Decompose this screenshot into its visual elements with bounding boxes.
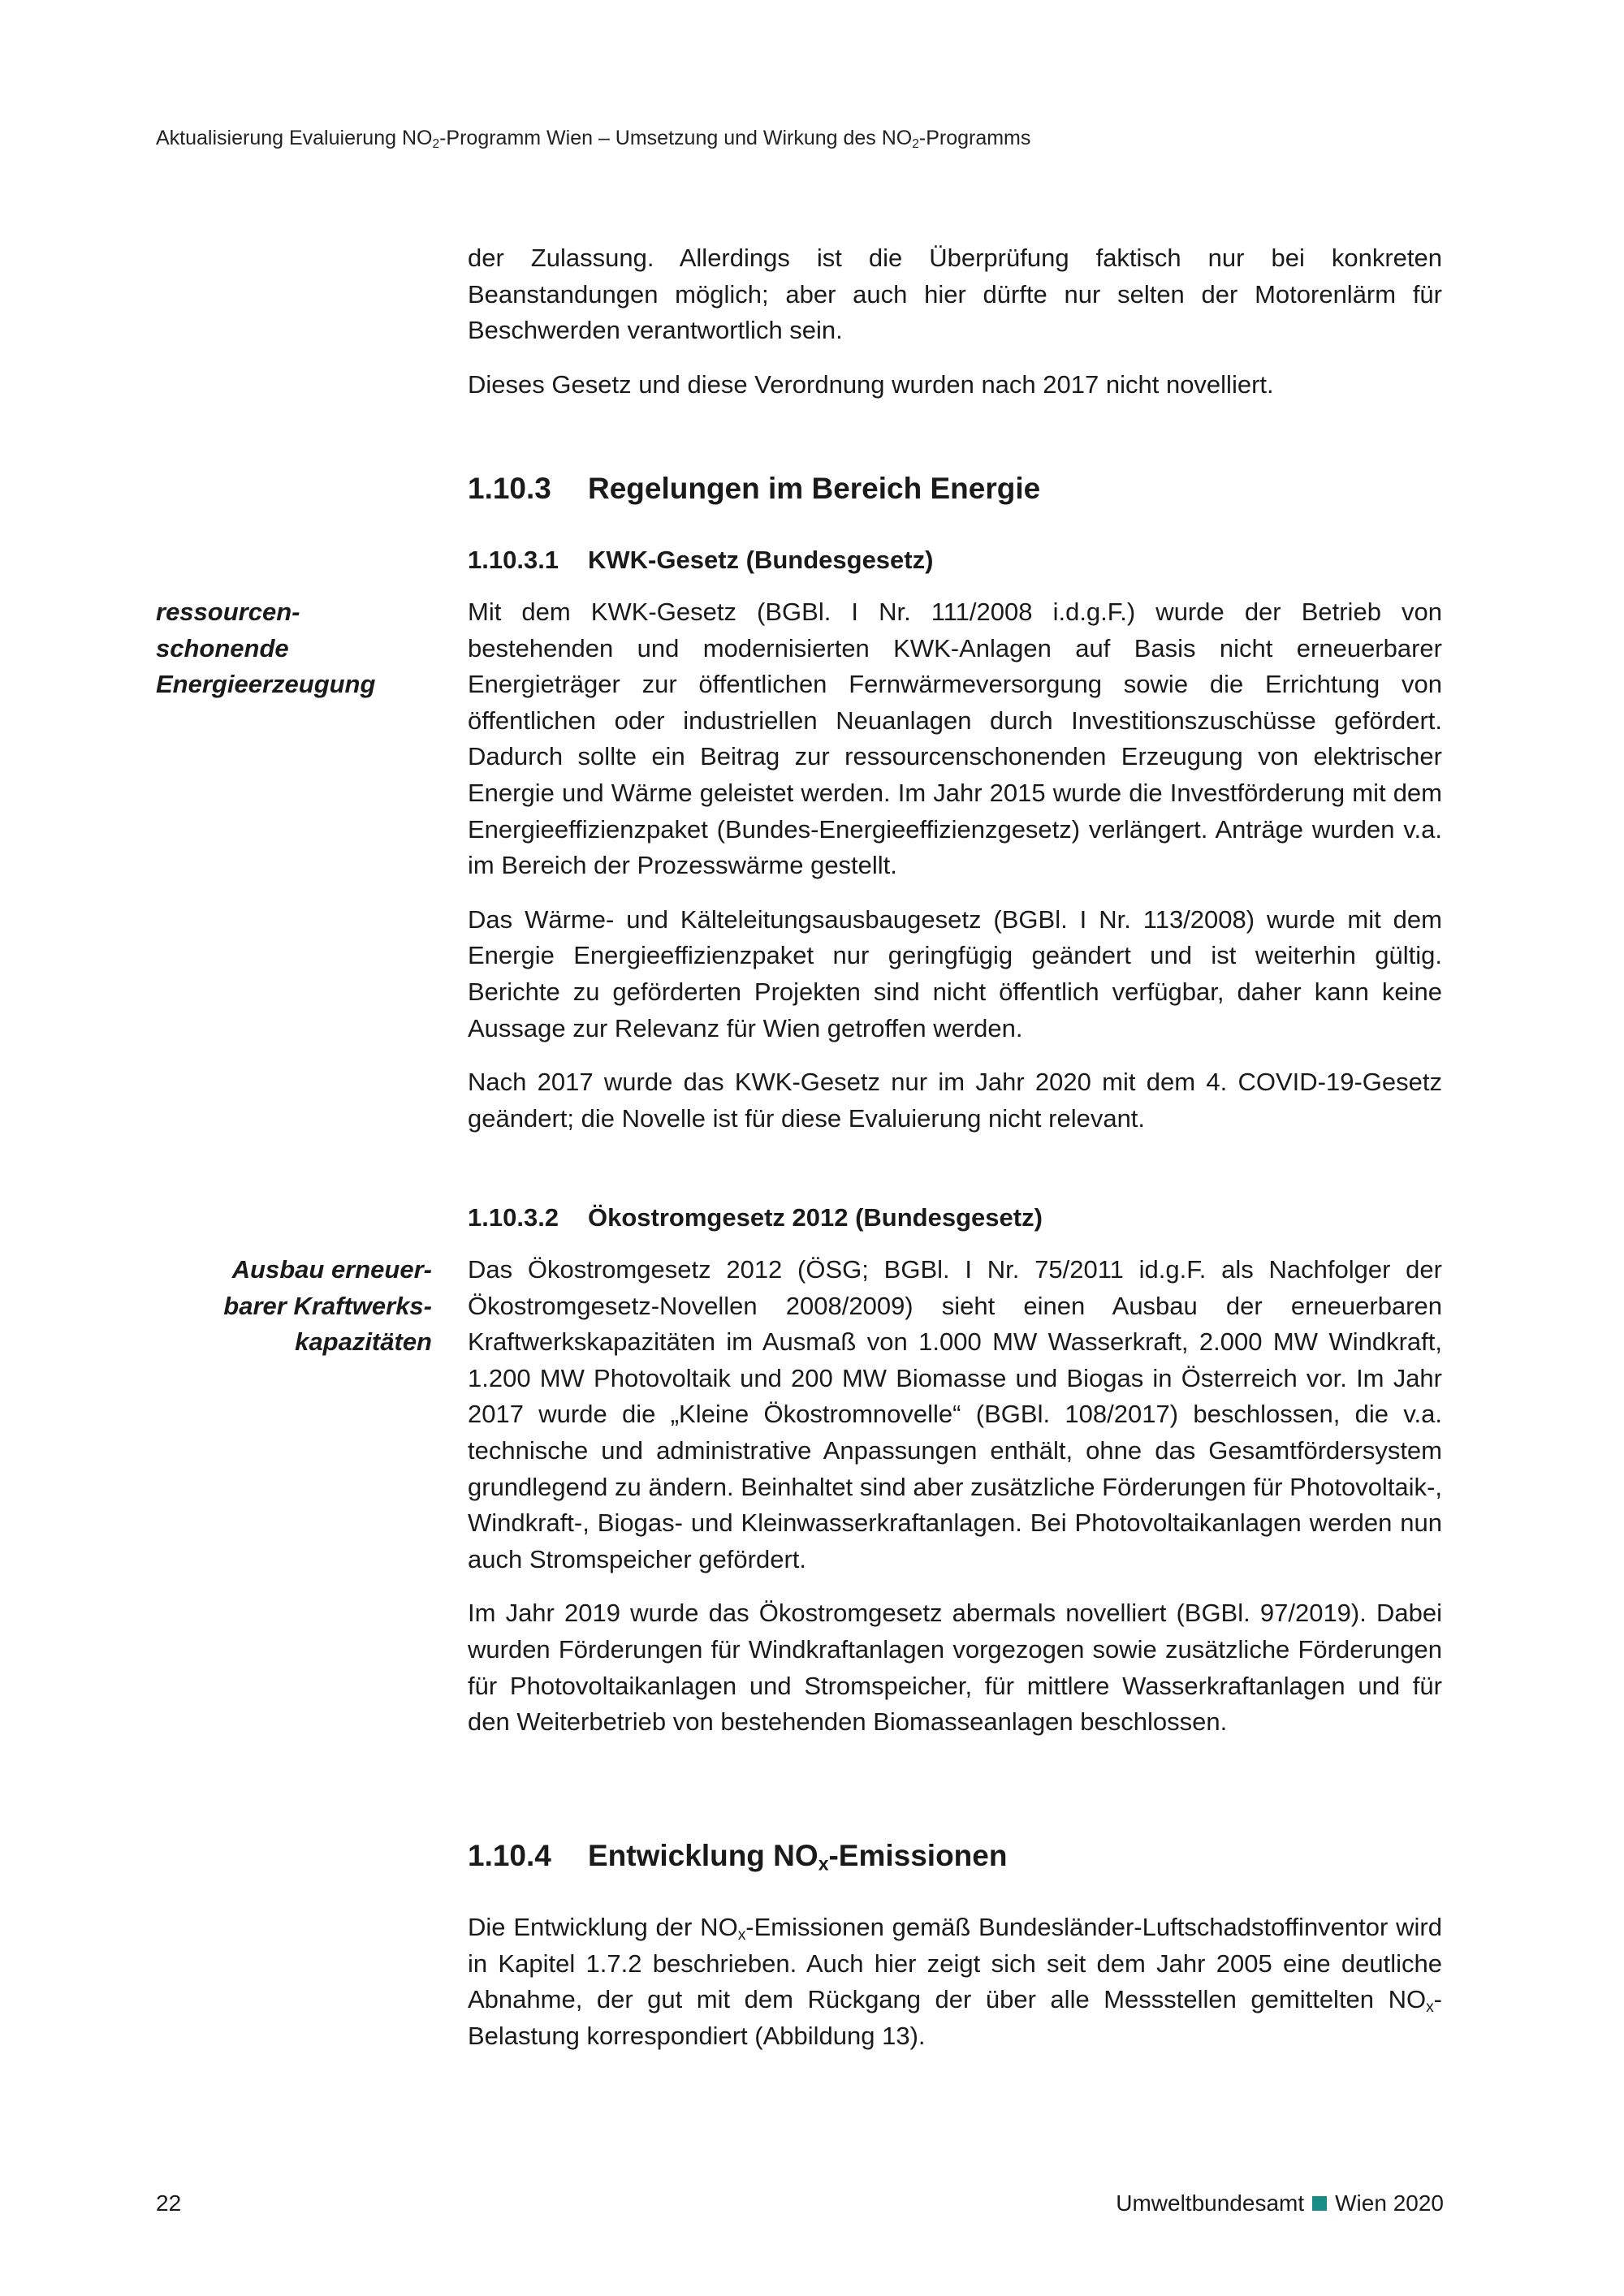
publisher-name: Umweltbundesamt: [1116, 2190, 1305, 2216]
section-number: 1.10.4: [468, 1839, 551, 1872]
publisher-location-year: Wien 2020: [1335, 2190, 1444, 2216]
intro-paragraph-2: Dieses Gesetz und diese Verordnung wurden nach 2017 nicht novelliert.: [468, 369, 1274, 399]
section-heading-1-10-3-2: [468, 1200, 1442, 1236]
footer-publisher: [1116, 2189, 1444, 2218]
kwk-paragraph-2: Das Wärme- und Kälteleitungsausbaugesetz (BGBl. I Nr. 113/2008) wurde mit dem Energie Energieeffizienzpaket nur geringfügig geändert und ist weiterhin gültig. Berichte zu geförderten Projekten sind nicht öffentlich verfügbar, daher kann keine Aussage zur Relevanz für Wien getroffen werden.: [468, 904, 1442, 1042]
page-number: 22: [156, 2190, 182, 2216]
kwk-block: [468, 594, 1442, 1137]
kwk-paragraph-3: Nach 2017 wurde das KWK-Gesetz nur im Jahr 2020 mit dem 4. COVID-19-Gesetz geändert; die Novelle ist für diese Evaluierung nicht relevant.: [468, 1068, 1442, 1133]
section-heading-1-10-3-1: [468, 542, 1442, 578]
kwk-paragraph-1: Mit dem KWK-Gesetz (BGBl. I Nr. 111/2008 i.d.g.F.) wurde der Betrieb von bestehenden und modernisierten KWK-Anlagen auf Basis nicht erneuerbarer Energieträger zur öffentlichen Fernwärmeversorgung sowie die Errichtung von öffentlichen oder industriellen Neuanlagen durch Investitionszuschüsse gefördert. Dadurch sollte ein Beitrag zur ressourcenschonenden Erzeugung von elektrischer Energie und Wärme geleistet werden. Im Jahr 2015 wurde die Investförderung mit dem Energieeffizienzpaket (Bundes-Energieeffizienzgesetz) verlängert. Anträge wurden v.a. im Bereich der Prozesswärme gestellt.: [468, 598, 1442, 880]
running-header: Aktualisierung Evaluierung $NO_2$-Programm Wien – Umsetzung und Wirkung des $NO_2$-Programms: [156, 127, 1031, 151]
nox-paragraph: Die Entwicklung der $NO_x$-Emissionen gemäß Bundesländer-Luftschadstoffinventor wird in Kapitel 1.7.2 beschrieben. Auch hier zeigt sich seit dem Jahr 2005 eine deutliche Abnahme, der gut mit dem Rückgang der über alle Messstellen gemittelten $NO_x$-Belastung korrespondiert (Abbildung 13).: [468, 1913, 1442, 2050]
oekostrom-block: [468, 1252, 1442, 1741]
intro-paragraph-1: der Zulassung. Allerdings ist die Überprüfung faktisch nur bei konkreten Beanstandungen möglich; aber auch hier dürfte nur selten der Motorenlärm für Beschwerden verantwortlich sein.: [468, 244, 1442, 345]
margin-note-ressourcen: ressourcen- schonende Energieerzeugung: [156, 598, 376, 699]
section-title: Entwicklung $NO_x$-Emissionen: [588, 1839, 1008, 1875]
intro-block: [468, 240, 1442, 403]
section-title: Ökostromgesetz 2012 (Bundesgesetz): [588, 1203, 1043, 1232]
oekostrom-paragraph-2: Im Jahr 2019 wurde das Ökostromgesetz abermals novelliert (BGBl. 97/2019). Dabei wurden Förderungen für Windkraftanlagen vorgezogen sowie zusätzliche Förderungen für Photovoltaikanlagen und Stromspeicher, für mittlere Wasserkraftanlagen und für den Weiterbetrieb von bestehenden Biomasseanlagen beschlossen.: [468, 1599, 1442, 1737]
nox-block: [468, 1910, 1442, 2054]
section-title: KWK-Gesetz (Bundesgesetz): [588, 546, 934, 574]
oekostrom-paragraph-1: Das Ökostromgesetz 2012 (ÖSG; BGBl. I Nr. 75/2011 id.g.F. als Nachfolger der Ökostromgesetz-Novellen 2008/2009) sieht einen Ausbau der erneuerbaren Kraftwerkskapazitäten im Ausmaß von 1.000 MW Wasserkraft, 2.000 MW Windkraft, 1.200 MW Photovoltaik und 200 MW Biomasse und Biogas in Österreich vor. Im Jahr 2017 wurde die „Kleine Ökostromnovelle“ (BGBl. 108/2017) beschlossen, die v.a. technische und administrative Anpassungen enthält, ohne das Gesamtfördersystem grundlegend zu ändern. Beinhaltet sind aber zusätzliche Förderungen für Photovoltaik-, Windkraft-, Biogas- und Kleinwasserkraftanlagen. Bei Photovoltaikanlagen werden nun auch Stromspeicher gefördert.: [468, 1255, 1442, 1573]
section-number: 1.10.3.2: [468, 1203, 559, 1232]
section-heading-1-10-4: [468, 1836, 1442, 1875]
section-number: 1.10.3.1: [468, 546, 559, 574]
section-title: Regelungen im Bereich Energie: [588, 472, 1041, 505]
margin-note-ausbau: Ausbau erneuer- barer Kraftwerks- kapazitäten: [223, 1255, 432, 1357]
section-number: 1.10.3: [468, 472, 551, 505]
section-heading-1-10-3: [468, 469, 1442, 508]
brand-square-icon: [1312, 2196, 1327, 2211]
